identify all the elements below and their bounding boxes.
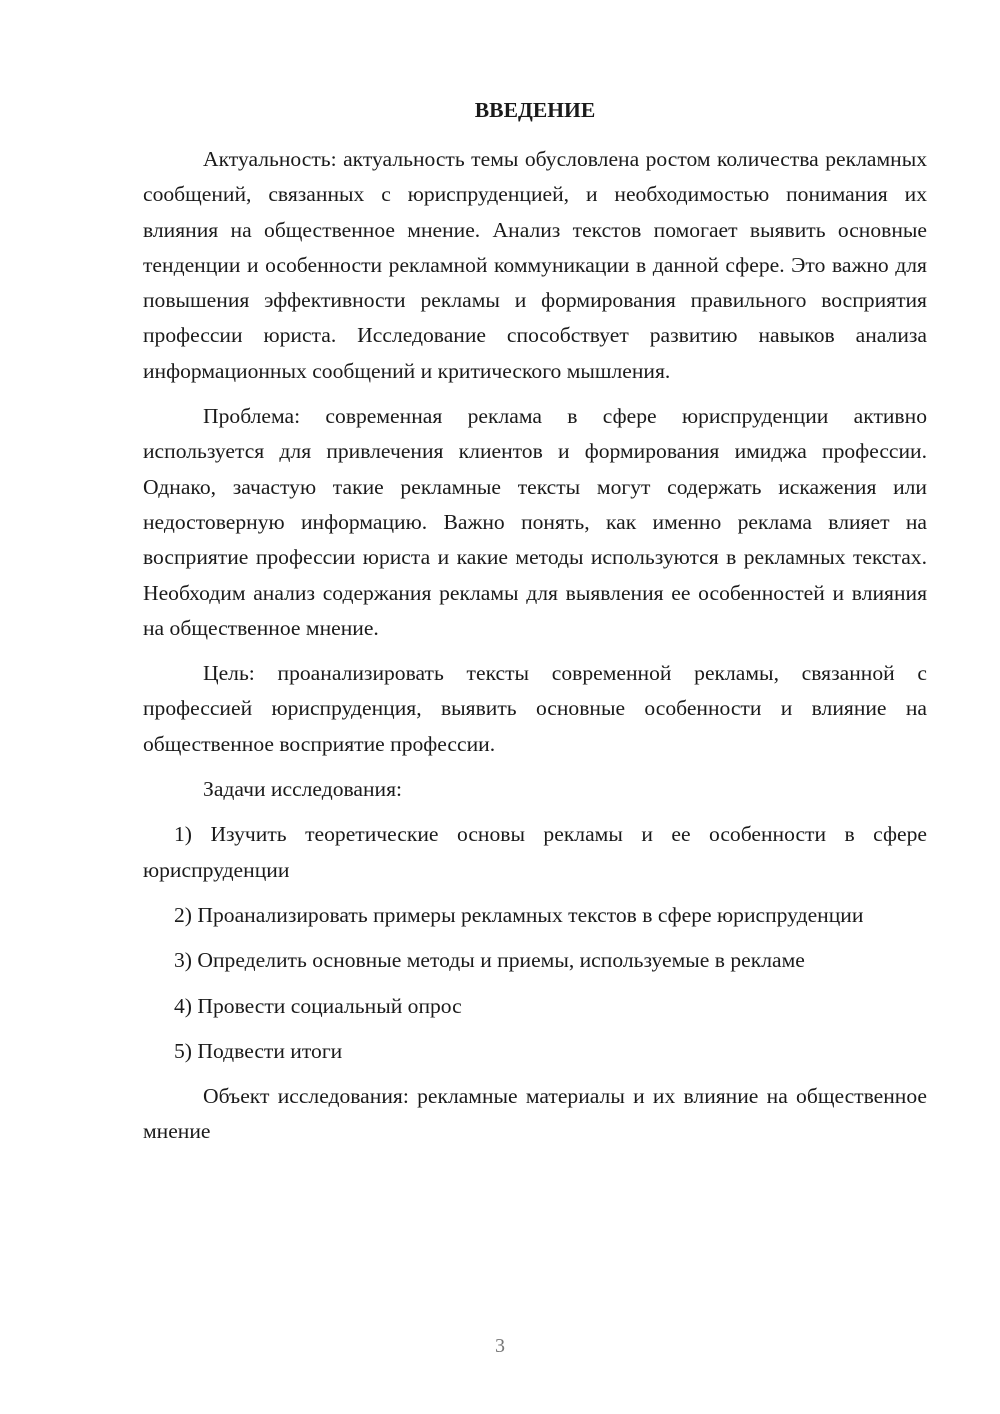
paragraph-problem: Проблема: современная реклама в сфере юриспруденции активно используется для привлечения клиентов и формирования имиджа профессии. Однако, зачастую такие рекламные тексты могут содержать искажения или недостоверную информацию. Важно понять, как именно реклама влияет на восприятие профессии юриста и какие методы используются в рекламных текстах. Необходим анализ содержания рекламы для выявления ее особенностей и влияния на общественное мнение. [143, 404, 927, 640]
task-item: 3) Определить основные методы и приемы, используемые в рекламе [174, 948, 805, 973]
task-item: 4) Провести социальный опрос [174, 993, 462, 1018]
task-item: 5) Подвести итоги [174, 1038, 343, 1063]
paragraph-goal: Цель: проанализировать тексты современной рекламы, связанной с профессией юриспруденция, выявить основные особенности и влияние на общественное восприятие профессии. [143, 661, 927, 756]
page-content [143, 96, 927, 1160]
tasks-list [143, 817, 927, 1069]
section-title: ВВЕДЕНИЕ [474, 98, 596, 122]
page-number: 3 [495, 1335, 505, 1357]
paragraph-relevance: Актуальность: актуальность темы обусловлена ростом количества рекламных сообщений, связанных с юриспруденцией, и необходимостью понимания их влияния на общественное мнение. Анализ текстов помогает выявить основные тенденции и особенности рекламной коммуникации в данной сфере. Это важно для повышения эффективности рекламы и формирования правильного восприятия профессии юриста. Исследование способствует развитию навыков анализа информационных сообщений и критического мышления. [143, 147, 927, 383]
task-item: 1) Изучить теоретические основы рекламы и ее особенности в сфере юриспруденции [143, 822, 927, 882]
task-item: 2) Проанализировать примеры рекламных текстов в сфере юриспруденции [174, 902, 864, 927]
paragraph-object: Объект исследования: рекламные материалы и их влияние на общественное мнение [143, 1084, 927, 1144]
tasks-heading: Задачи исследования: [203, 777, 403, 802]
